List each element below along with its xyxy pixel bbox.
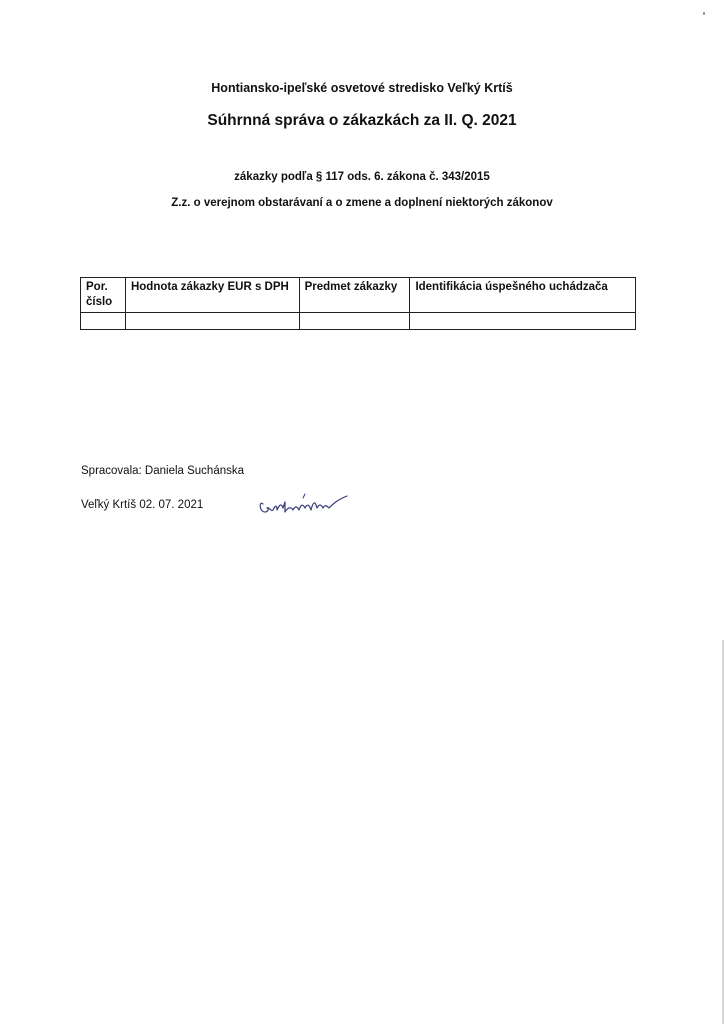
column-header-contract-subject: Predmet zákazky xyxy=(299,278,410,313)
report-title: Súhrnná správa o zákazkách za II. Q. 2021 xyxy=(207,112,517,129)
table-cell xyxy=(299,313,410,330)
prepared-by: Spracovala: Daniela Suchánska xyxy=(81,465,245,477)
place-and-date: Veľký Krtíš 02. 07. 2021 xyxy=(81,499,204,511)
handwritten-signature xyxy=(255,490,355,520)
legal-basis-line-1: zákazky podľa § 117 ods. 6. zákona č. 343/2015 xyxy=(234,171,490,183)
table-cell xyxy=(81,313,126,330)
column-header-order-number: Por. číslo xyxy=(81,278,126,313)
table-cell xyxy=(125,313,299,330)
organization-name: Hontiansko-ipeľské osvetové stredisko Veľký Krtíš xyxy=(211,81,513,95)
column-header-winning-bidder: Identifikácia úspešného uchádzača xyxy=(410,278,636,313)
table-cell xyxy=(410,313,636,330)
legal-basis-line-2: Z.z. o verejnom obstarávaní a o zmene a doplnení niektorých zákonov xyxy=(171,197,553,209)
column-header-contract-value: Hodnota zákazky EUR s DPH xyxy=(125,278,299,313)
table-row xyxy=(81,313,636,330)
contracts-table xyxy=(80,277,636,330)
scan-mark xyxy=(703,12,705,15)
table-header-row xyxy=(81,278,636,313)
